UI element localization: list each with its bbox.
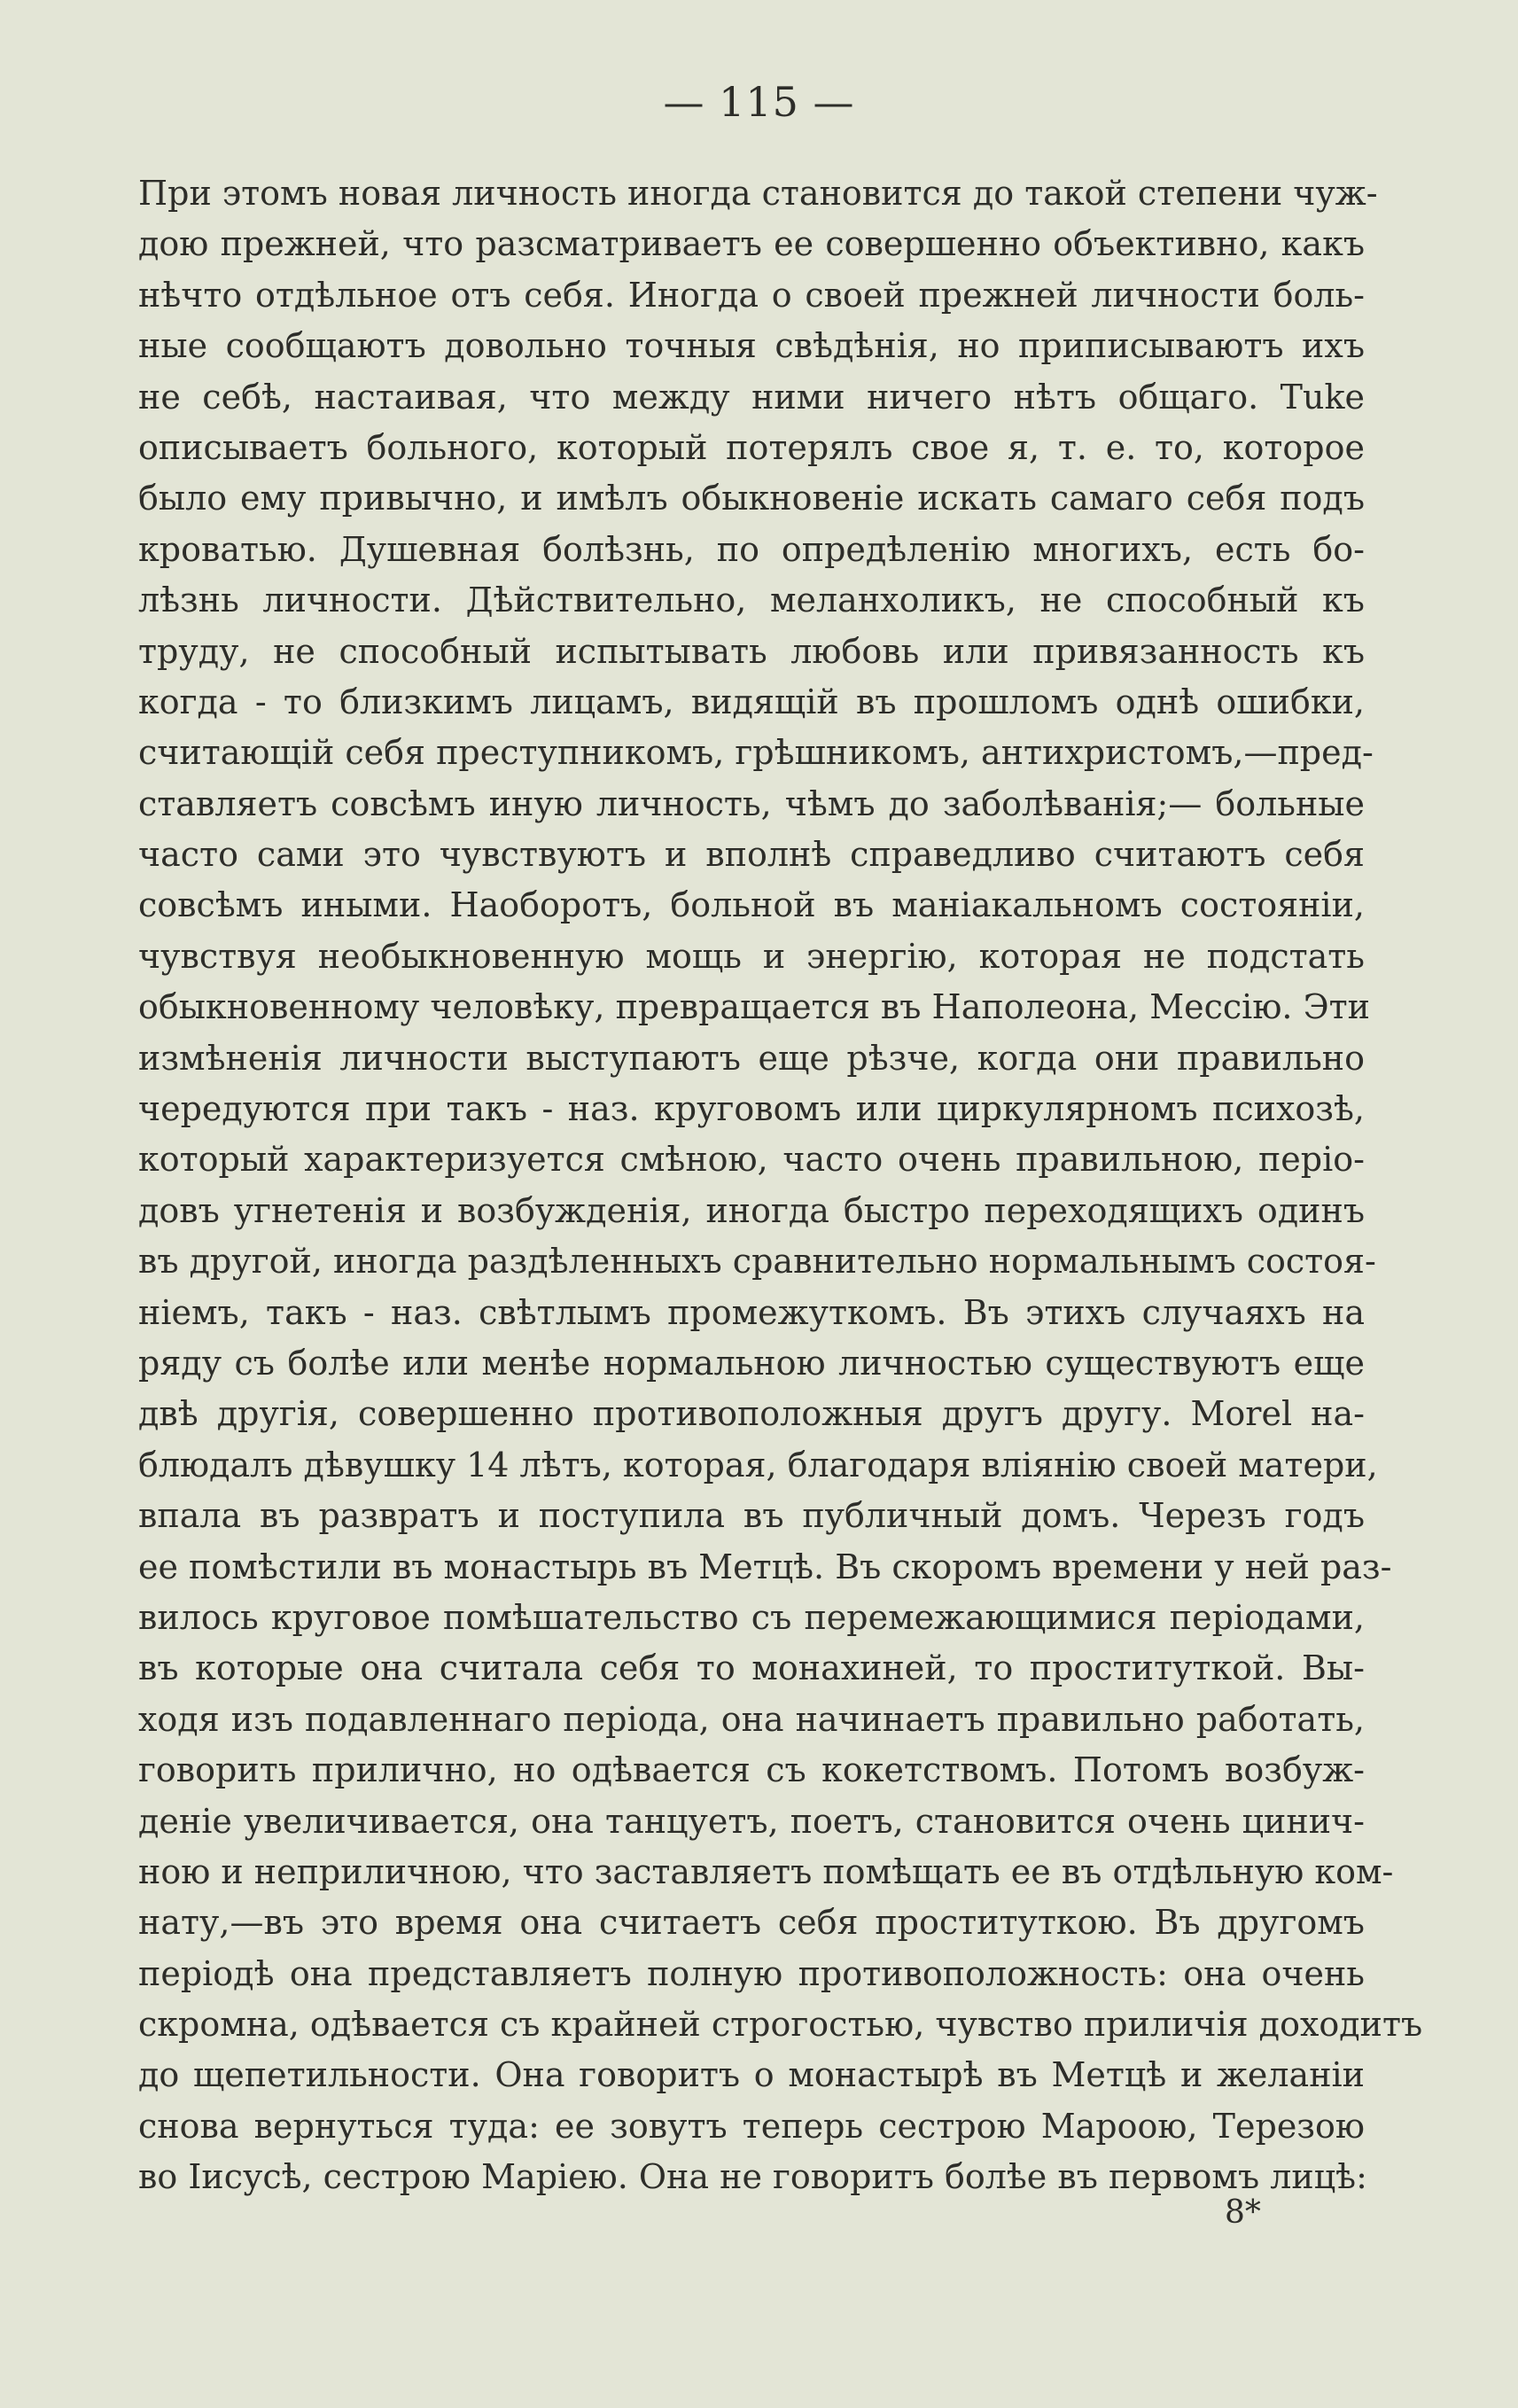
text-line: ставляетъ совсѣмъ иную личность, чѣмъ до заболѣванія;— больные	[138, 783, 1365, 823]
text-line: ее помѣстили въ монастырь въ Метцѣ. Въ скоромъ времени у ней раз-	[138, 1547, 1392, 1586]
text-line: ряду съ болѣе или менѣе нормальною личностью существуютъ еще	[138, 1343, 1365, 1383]
text-line: въ которые она считала себя то монахиней, то проституткой. Вы-	[138, 1648, 1365, 1688]
text-line: ходя изъ подавленнаго періода, она начинаетъ правильно работать,	[138, 1699, 1365, 1739]
text-line: во Іисусѣ, сестрою Маріею. Она не говоритъ болѣе въ первомъ лицѣ:	[138, 2157, 1367, 2197]
text-line: совсѣмъ иными. Наоборотъ, больной въ маніакальномъ состояніи,	[138, 885, 1365, 925]
text-line: обыкновенному человѣку, превращается въ Наполеона, Мессію. Эти	[138, 987, 1370, 1027]
text-line: лѣзнь личности. Дѣйствительно, меланхоликъ, не способный къ	[138, 581, 1365, 620]
text-line: въ другой, иногда раздѣленныхъ сравнительно нормальнымъ состоя-	[138, 1242, 1376, 1282]
text-line: нѣчто отдѣльное отъ себя. Иногда о своей прежней личности боль-	[138, 275, 1365, 315]
text-line: было ему привычно, и имѣлъ обыкновеніе искать самаго себя подъ	[138, 479, 1365, 518]
text-line: двѣ другія, совершенно противоположныя другъ другу. Morel на-	[138, 1394, 1365, 1434]
text-line: При этомъ новая личность иногда становится до такой степени чуж-	[138, 174, 1378, 213]
text-line: чередуются при такъ - наз. круговомъ или циркулярномъ психозѣ,	[138, 1089, 1365, 1129]
text-line: не себѣ, настаивая, что между ними ничего нѣтъ общаго. Тuke	[138, 377, 1365, 417]
text-line: который характеризуется смѣною, часто очень правильною, періо-	[138, 1140, 1365, 1180]
text-line: вилось круговое помѣшательство съ перемежающимися періодами,	[138, 1597, 1365, 1637]
text-line: снова вернуться туда: ее зовутъ теперь сестрою Мароою, Терезою	[138, 2106, 1365, 2146]
text-line: блюдалъ дѣвушку 14 лѣтъ, которая, благодаря вліянію своей матери,	[138, 1445, 1378, 1485]
text-line: когда - то близкимъ лицамъ, видящій въ прошломъ однѣ ошибки,	[138, 682, 1365, 721]
text-line: до щепетильности. Она говоритъ о монастырѣ въ Метцѣ и желаніи	[138, 2055, 1365, 2095]
text-line: періодѣ она представляетъ полную противоположность: она очень	[138, 1953, 1365, 1993]
text-line: кроватью. Душевная болѣзнь, по опредѣленію многихъ, есть бо-	[138, 529, 1365, 569]
text-line: измѣненія личности выступаютъ еще рѣзче, когда они правильно	[138, 1038, 1365, 1078]
text-line: ною и неприличною, что заставляетъ помѣщать ее въ отдѣльную ком-	[138, 1851, 1394, 1891]
text-line: говорить прилично, но одѣвается съ кокетствомъ. Потомъ возбуж-	[138, 1750, 1365, 1790]
text-line: впала въ развратъ и поступила въ публичный домъ. Черезъ годъ	[138, 1496, 1365, 1536]
body-text	[138, 168, 1423, 2203]
text-line: описываетъ больного, который потерялъ свое я, т. е. то, которое	[138, 427, 1365, 467]
text-line: ніемъ, такъ - наз. свѣтлымъ промежуткомъ. Въ этихъ случаяхъ на	[138, 1292, 1365, 1332]
text-line: считающій себя преступникомъ, грѣшникомъ, антихристомъ,—пред-	[138, 733, 1374, 773]
text-line: ные сообщаютъ довольно точныя свѣдѣнія, но приписываютъ ихъ	[138, 326, 1365, 366]
text-line: довъ угнетенія и возбужденія, иногда быстро переходящихъ одинъ	[138, 1190, 1365, 1230]
text-line: дою прежней, что разсматриваетъ ее совершенно объективно, какъ	[138, 224, 1365, 264]
text-line: скромна, одѣвается съ крайней строгостью, чувство приличія доходитъ	[138, 2005, 1423, 2045]
text-line: нату,—въ это время она считаетъ себя проституткою. Въ другомъ	[138, 1903, 1365, 1943]
signature-mark: 8*	[1225, 2194, 1261, 2231]
text-line: чувствуя необыкновенную мощь и энергію, которая не подстать	[138, 936, 1365, 976]
page-number: — 115 —	[663, 78, 855, 126]
text-line: деніе увеличивается, она танцуетъ, поетъ, становится очень цинич-	[138, 1801, 1365, 1841]
text-line: труду, не способный испытывать любовь или привязанность къ	[138, 631, 1365, 671]
text-line: часто сами это чувствуютъ и вполнѣ справедливо считаютъ себя	[138, 835, 1365, 875]
